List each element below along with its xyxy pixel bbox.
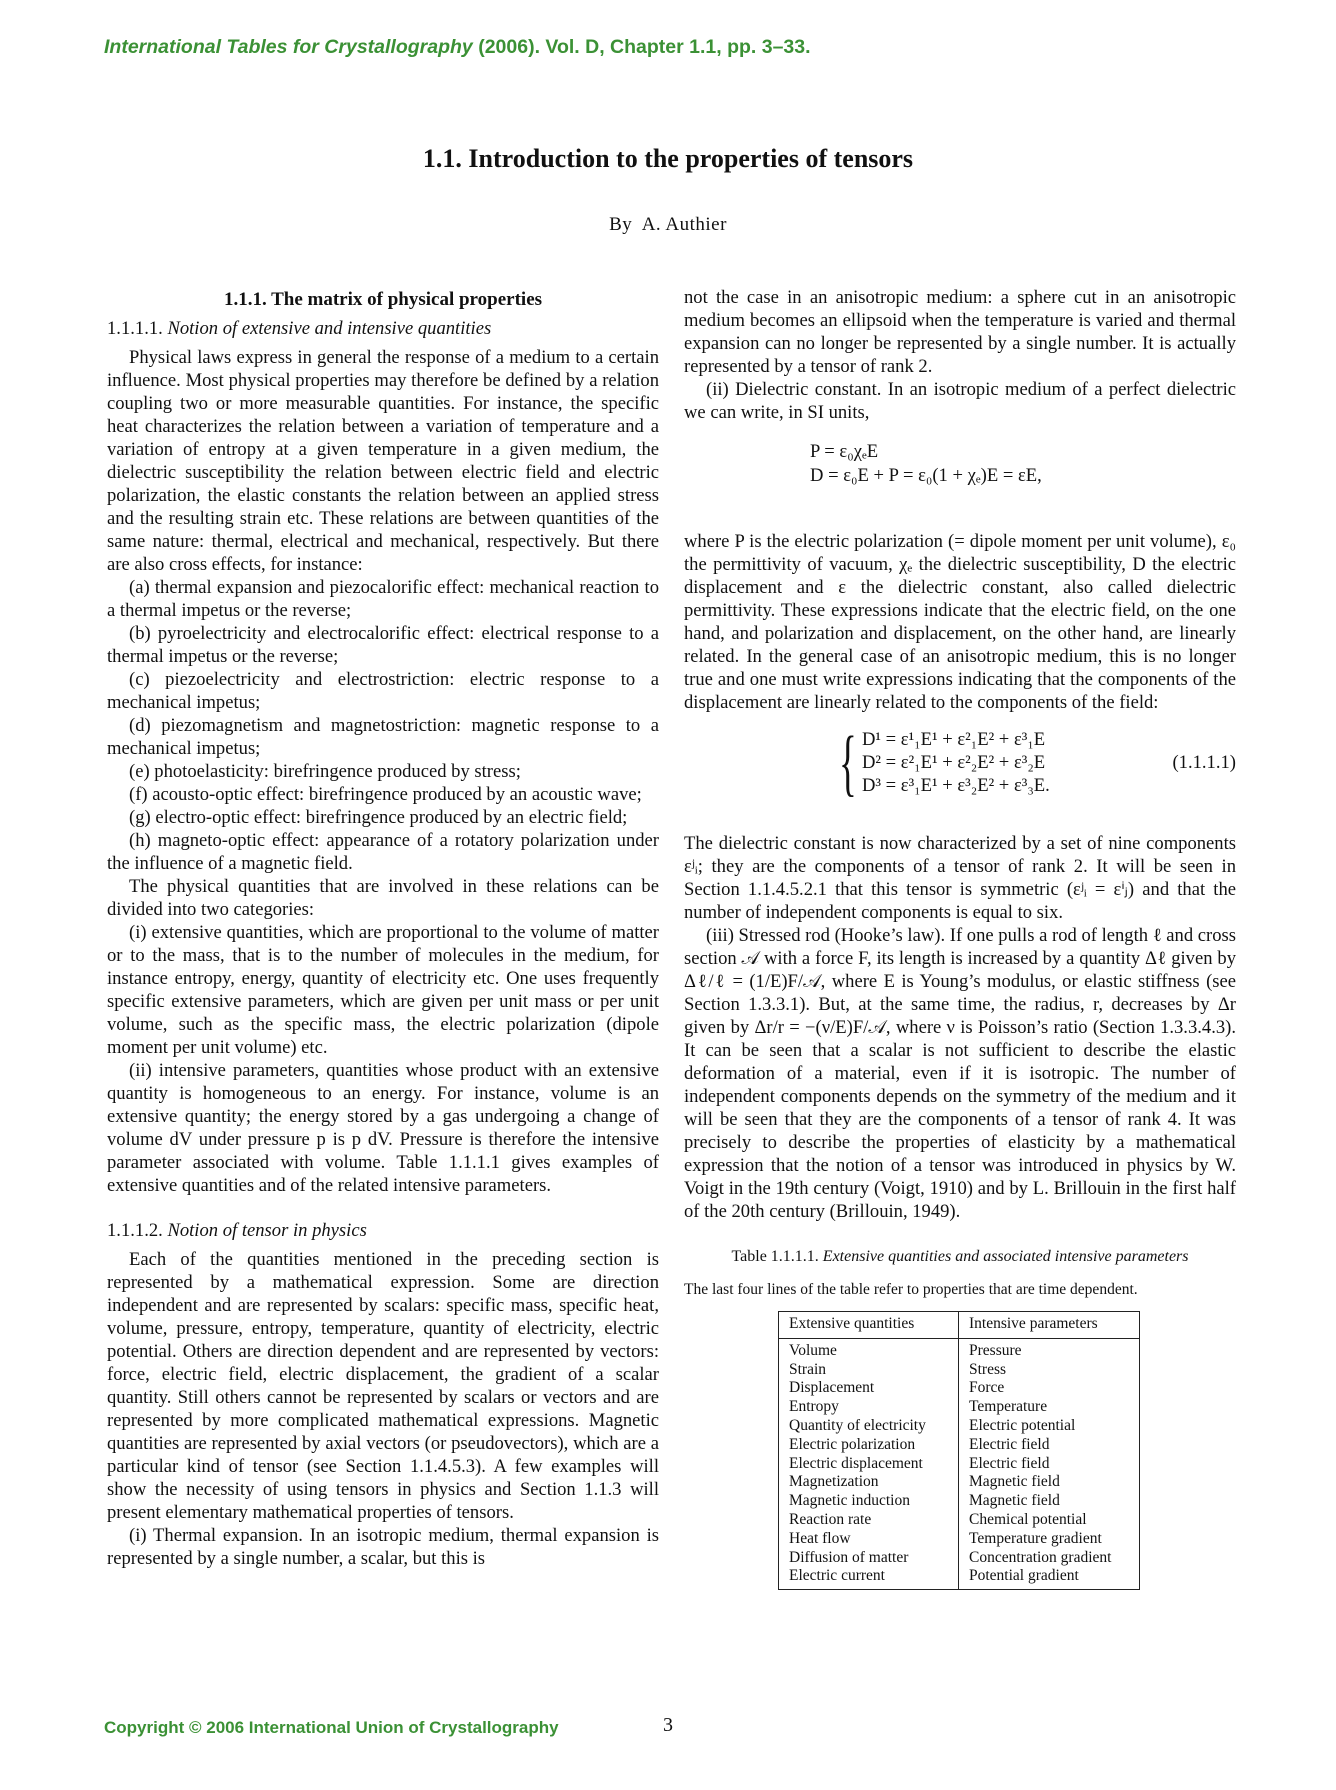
equation-line: D³ = ε³₁E¹ + ε³₂E² + ε³₃E. <box>862 775 1050 796</box>
list-item: (g) electro-optic effect: birefringence produced by an electric field; <box>129 807 628 828</box>
author-name: A. Authier <box>641 214 727 235</box>
list-item: (h) magneto-optic effect: appearance of a rotatory polarization under the influence of a magnetic field. <box>107 830 659 874</box>
chapter-title: 1.1. Introduction to the properties of tensors <box>422 144 914 173</box>
table-cell: Electric polarization <box>779 1436 959 1455</box>
table-cell: Electric field <box>959 1455 1140 1474</box>
table-title: Extensive quantities and associated intensive parameters <box>822 1248 1189 1265</box>
table-cell: Pressure <box>959 1338 1140 1360</box>
journal-title: International Tables for Crystallography <box>104 36 473 58</box>
list-item: (b) pyroelectricity and electrocalorific effect: electrical response to a thermal impetus or the reverse; <box>107 623 659 667</box>
list-item: (a) thermal expansion and piezocalorific effect: mechanical reaction to a thermal impetus or the reverse; <box>107 577 659 621</box>
list-item: (c) piezoelectricity and electrostriction: electric response to a mechanical impetus; <box>107 669 659 713</box>
right-column <box>684 286 1236 1590</box>
table-cell: Displacement <box>779 1379 959 1398</box>
table-row <box>779 1492 1140 1511</box>
left-brace: { <box>839 722 857 804</box>
subsection-heading-1 <box>107 317 659 340</box>
column-header: Extensive quantities <box>779 1312 959 1339</box>
subsection-heading-2 <box>107 1219 659 1242</box>
table-row <box>779 1361 1140 1380</box>
paragraph: not the case in an anisotropic medium: a sphere cut in an anisotropic medium becomes an ellipsoid when the temperature is varied and thermal expansion can no longer be represented by a single number. It is actually represented by a tensor of rank 2. <box>684 287 1236 377</box>
table-row <box>779 1530 1140 1549</box>
equation-line: D² = ε²₁E¹ + ε²₂E² + ε³₂E <box>862 752 1046 773</box>
paragraph: (i) Thermal expansion. In an isotropic medium, thermal expansion is represented by a single number, a scalar, but this is <box>107 1525 659 1569</box>
subsection-title: Notion of tensor in physics <box>167 1220 367 1241</box>
table-cell: Diffusion of matter <box>779 1549 959 1568</box>
table-cell: Volume <box>779 1338 959 1360</box>
equation-1-1-1-1 <box>684 714 1236 832</box>
table-header-row <box>779 1312 1140 1339</box>
table-row <box>779 1567 1140 1589</box>
subsection-number: 1.1.1.1. <box>107 318 163 339</box>
running-header <box>104 36 811 59</box>
table-note: The last four lines of the table refer to properties that are time dependent. <box>684 1281 1138 1298</box>
list-item: (f) acousto-optic effect: birefringence produced by an acoustic wave; <box>129 784 642 805</box>
table-label: Table 1.1.1.1. <box>731 1248 819 1265</box>
table-row <box>779 1455 1140 1474</box>
properties-table <box>778 1311 1140 1590</box>
subsection-number: 1.1.1.2. <box>107 1220 163 1241</box>
table-cell: Magnetization <box>779 1473 959 1492</box>
list-item: (e) photoelasticity: birefringence produced by stress; <box>129 761 521 782</box>
section-heading: 1.1.1. The matrix of physical properties <box>223 289 543 310</box>
paragraph: (i) extensive quantities, which are proportional to the volume of matter or to the mass, that is to the number of molecules in the medium, for instance entropy, energy, quantity of electricity etc. One uses frequently specific extensive parameters, which are given per unit mass or per unit volume, such as the specific mass, the electric polarization (dipole moment per unit volume) etc. <box>107 922 659 1058</box>
table-row <box>779 1417 1140 1436</box>
table-cell: Entropy <box>779 1398 959 1417</box>
table-caption <box>684 1245 1236 1268</box>
table-cell: Chemical potential <box>959 1511 1140 1530</box>
subsection-title: Notion of extensive and intensive quantities <box>167 318 492 339</box>
table-row <box>779 1398 1140 1417</box>
table-cell: Temperature <box>959 1398 1140 1417</box>
paragraph: The dielectric constant is now characterized by a set of nine components εʲᵢ; they are the components of a tensor of rank 2. It will be seen in Section 1.1.4.5.2.1 that this tensor is symmetric (εʲᵢ = εⁱⱼ) and that the number of independent components is equal to six. <box>684 833 1236 923</box>
paragraph: (ii) intensive parameters, quantities whose product with an extensive quantity is homogeneous to an energy. For instance, volume is an extensive quantity; the energy stored by a gas undergoing a change of volume dV under pressure p is p dV. Pressure is therefore the intensive parameter associated with volume. Table 1.1.1.1 gives examples of extensive quantities and of the related intensive parameters. <box>107 1060 659 1196</box>
equation-number: (1.1.1.1) <box>1172 752 1236 773</box>
table-cell: Electric current <box>779 1567 959 1589</box>
column-header: Intensive parameters <box>959 1312 1140 1339</box>
table-row <box>779 1549 1140 1568</box>
table-cell: Heat flow <box>779 1530 959 1549</box>
table-row <box>779 1511 1140 1530</box>
equation-line: P = ε₀χₑE <box>810 441 879 462</box>
table-cell: Reaction rate <box>779 1511 959 1530</box>
table-cell: Magnetic field <box>959 1492 1140 1511</box>
left-column <box>107 286 659 1570</box>
paragraph: Physical laws express in general the response of a medium to a certain influence. Most physical properties may therefore be defined by a relation coupling two or more measurable quantities. For instance, the specific heat characterizes the relation between a variation of temperature and a variation of entropy at a given temperature in a given medium, the dielectric susceptibility the relation between electric field and electric polarization, the elastic constants the relation between an applied stress and the resulting strain etc. These relations are between quantities of the same nature: thermal, electrical and mechanical, respectively. But there are also cross effects, for instance: <box>107 347 659 575</box>
table-row <box>779 1338 1140 1360</box>
table-cell: Electric potential <box>959 1417 1140 1436</box>
paragraph: where P is the electric polarization (= dipole moment per unit volume), ε₀ the permittivity of vacuum, χₑ the dielectric susceptibility, D the electric displacement and ε the dielectric constant, also called dielectric permittivity. These expressions indicate that the electric field, on the one hand, and polarization and displacement, on the other hand, are linearly related. In the general case of an anisotropic medium, this is no longer true and one must write expressions indicating that the components of the displacement are linearly related to the components of the field: <box>684 531 1236 713</box>
table-cell: Force <box>959 1379 1140 1398</box>
copyright-footer: Copyright © 2006 International Union of Crystallography <box>104 1718 559 1737</box>
paragraph: (ii) Dielectric constant. In an isotropic medium of a perfect dielectric we can write, in SI units, <box>684 379 1236 423</box>
table-cell: Magnetic field <box>959 1473 1140 1492</box>
table-cell: Strain <box>779 1361 959 1380</box>
table-row <box>779 1379 1140 1398</box>
table-cell: Stress <box>959 1361 1140 1380</box>
journal-citation: (2006). Vol. D, Chapter 1.1, pp. 3–33. <box>472 36 811 58</box>
table-cell: Electric displacement <box>779 1455 959 1474</box>
page-number: 3 <box>663 1714 673 1736</box>
table-cell: Temperature gradient <box>959 1530 1140 1549</box>
table-cell: Concentration gradient <box>959 1549 1140 1568</box>
table-row <box>779 1473 1140 1492</box>
equation-line: D¹ = ε¹₁E¹ + ε²₁E² + ε³₁E <box>862 729 1046 750</box>
paragraph: (iii) Stressed rod (Hooke’s law). If one pulls a rod of length ℓ and cross section 𝒜 with a force F, its length is increased by a quantity Δℓ given by Δℓ/ℓ = (1/E)F/𝒜, where E is Young’s modulus, or elastic stiffness (see Section 1.3.3.1). But, at the same time, the radius, r, decreases by Δr given by Δr/r = −(ν/E)F/𝒜, where ν is Poisson’s ratio (Section 1.3.3.4.3). It can be seen that a scalar is not sufficient to describe the elastic deformation of a material, even if it is isotropic. The number of independent components depends on the symmetry of the medium and it will be seen that they are the components of a tensor of rank 4. It was precisely to describe the properties of elasticity by a mathematical expression that the notion of a tensor was introduced in physics by W. Voigt in the 19th century (Voigt, 1910) and by L. Brillouin in the first half of the 20th century (Brillouin, 1949). <box>684 925 1236 1222</box>
byline <box>0 214 1336 236</box>
paragraph: The physical quantities that are involved in these relations can be divided into two categories: <box>107 876 659 920</box>
list-item: (d) piezomagnetism and magnetostriction: magnetic response to a mechanical impetus; <box>107 715 659 759</box>
equation-dielectric <box>684 424 1236 530</box>
byline-by: By <box>609 214 633 235</box>
table-cell: Magnetic induction <box>779 1492 959 1511</box>
equation-line: D = ε₀E + P = ε₀(1 + χₑ)E = εE, <box>810 465 1042 486</box>
table-cell: Quantity of electricity <box>779 1417 959 1436</box>
table-cell: Potential gradient <box>959 1567 1140 1589</box>
table-cell: Electric field <box>959 1436 1140 1455</box>
table-row <box>779 1436 1140 1455</box>
paragraph: Each of the quantities mentioned in the preceding section is represented by a mathematical expression. Some are direction independent and are represented by scalars: specific mass, specific heat, volume, pressure, entropy, temperature, quantity of electricity, electric potential. Others are direction dependent and are represented by vectors: force, electric field, electric displacement, the gradient of a scalar quantity. Still others cannot be represented by scalars or vectors and are represented by more complicated mathematical expressions. Magnetic quantities are represented by axial vectors (or pseudovectors), which are a particular kind of tensor (see Section 1.1.4.5.3). A few examples will show the necessity of using tensors in physics and Section 1.1.3 will present elementary mathematical properties of tensors. <box>107 1249 659 1523</box>
